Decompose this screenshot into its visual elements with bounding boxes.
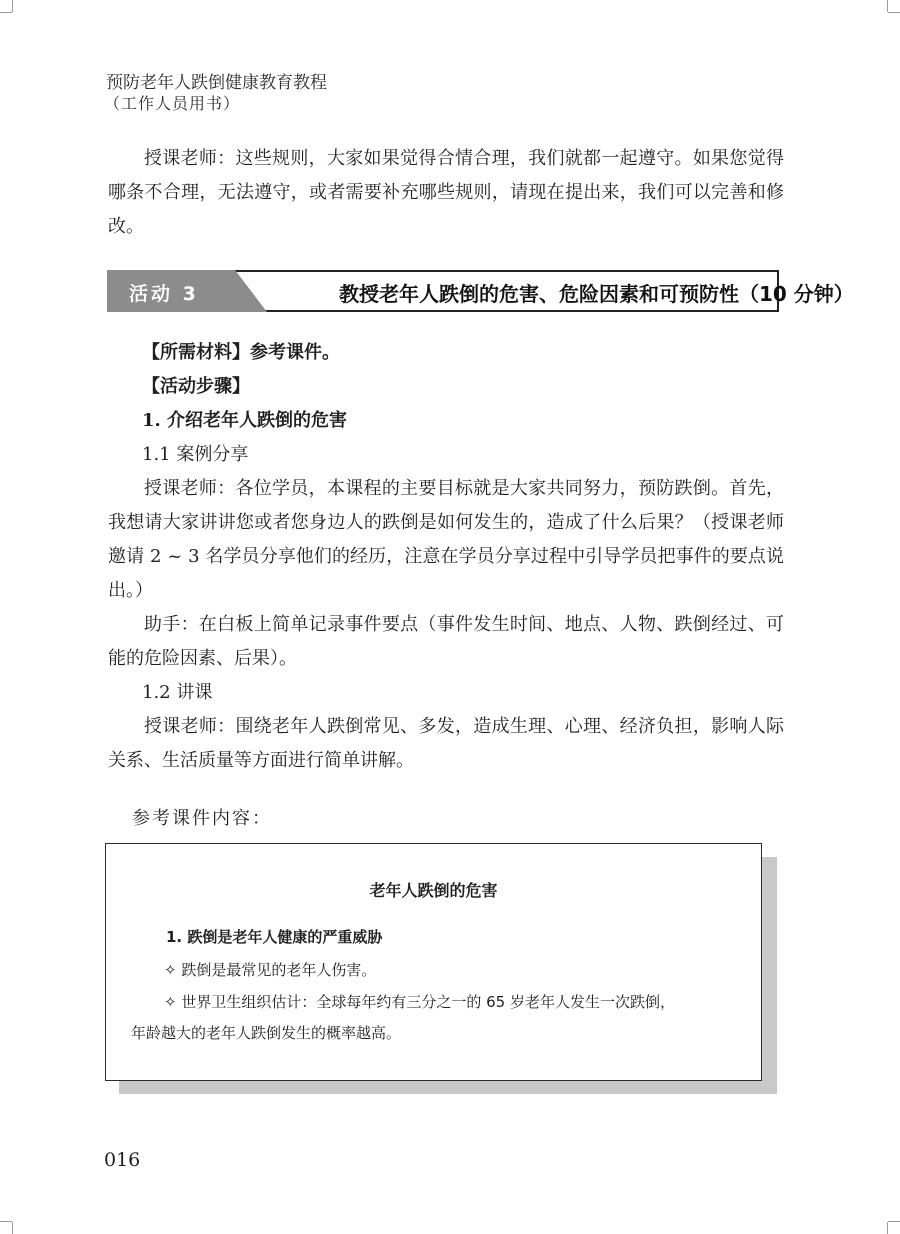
slide-point-1: 1. 跌倒是老年人健康的严重威胁 <box>166 928 383 946</box>
teacher-paragraph-2: 授课老师：围绕老年人跌倒常见、多发，造成生理、心理、经济负担，影响人际关系、生活质量等方面进行简单讲解。 <box>108 716 784 771</box>
intro-text: 授课老师：这些规则，大家如果觉得合情合理，我们就都一起遵守。如果您觉得哪条不合理，无法遵守，或者需要补充哪些规则，请现在提出来，我们可以完善和修改。 <box>108 148 784 237</box>
running-header-title: 预防老年人跌倒健康教育教程 <box>106 73 327 93</box>
steps-heading: 【活动步骤】 <box>142 376 250 397</box>
crop-mark <box>887 1222 888 1234</box>
activity-body <box>108 336 784 778</box>
slide-bullet-2: ✧ 世界卫生组织估计：全球每年约有三分之一的 65 岁老年人发生一次跌倒， <box>164 993 675 1011</box>
section-heading-1-1: 1.1 案例分享 <box>142 444 249 465</box>
crop-mark <box>0 1221 12 1222</box>
slide-box <box>105 843 762 1081</box>
teacher-paragraph-1: 授课老师：各位学员，本课程的主要目标就是大家共同努力，预防跌倒。首先，我想请大家讲讲您或者您身边人的跌倒是如何发生的，造成了什么后果？（授课老师邀请 2 ~ 3 名学员分享他们的经历，注意在学员分享过程中引导学员把事件的要点说出。） <box>108 478 784 601</box>
activity-label: 活动 3 <box>129 283 199 305</box>
running-header-subtitle: （工作人员用书） <box>104 94 241 113</box>
section-heading-1: 1. 介绍老年人跌倒的危害 <box>142 410 348 431</box>
reference-label: 参考课件内容： <box>132 808 272 829</box>
assistant-paragraph: 助手：在白板上简单记录事件要点（事件发生时间、地点、人物、跌倒经过、可能的危险因素、后果）。 <box>108 614 784 669</box>
crop-mark <box>12 0 13 12</box>
section-heading-1-2: 1.2 讲课 <box>142 682 213 703</box>
slide-bullet-2-continued: 年龄越大的老年人跌倒发生的概率越高。 <box>131 1024 402 1042</box>
page-number: 016 <box>104 1149 141 1171</box>
crop-mark <box>0 12 12 13</box>
activity-title-box <box>223 270 854 312</box>
activity-banner <box>107 270 854 312</box>
activity-title: 教授老年人跌倒的危害、危险因素和可预防性（10 分钟） <box>339 282 854 306</box>
intro-paragraph <box>108 142 784 244</box>
crop-mark <box>887 0 888 12</box>
crop-mark <box>888 1221 900 1222</box>
materials-line: 【所需材料】参考课件。 <box>142 342 340 363</box>
slide-bullet-1: ✧ 跌倒是最常见的老年人伤害。 <box>164 961 377 979</box>
slide-heading: 老年人跌倒的危害 <box>369 881 498 900</box>
crop-mark <box>888 12 900 13</box>
crop-mark <box>12 1222 13 1234</box>
